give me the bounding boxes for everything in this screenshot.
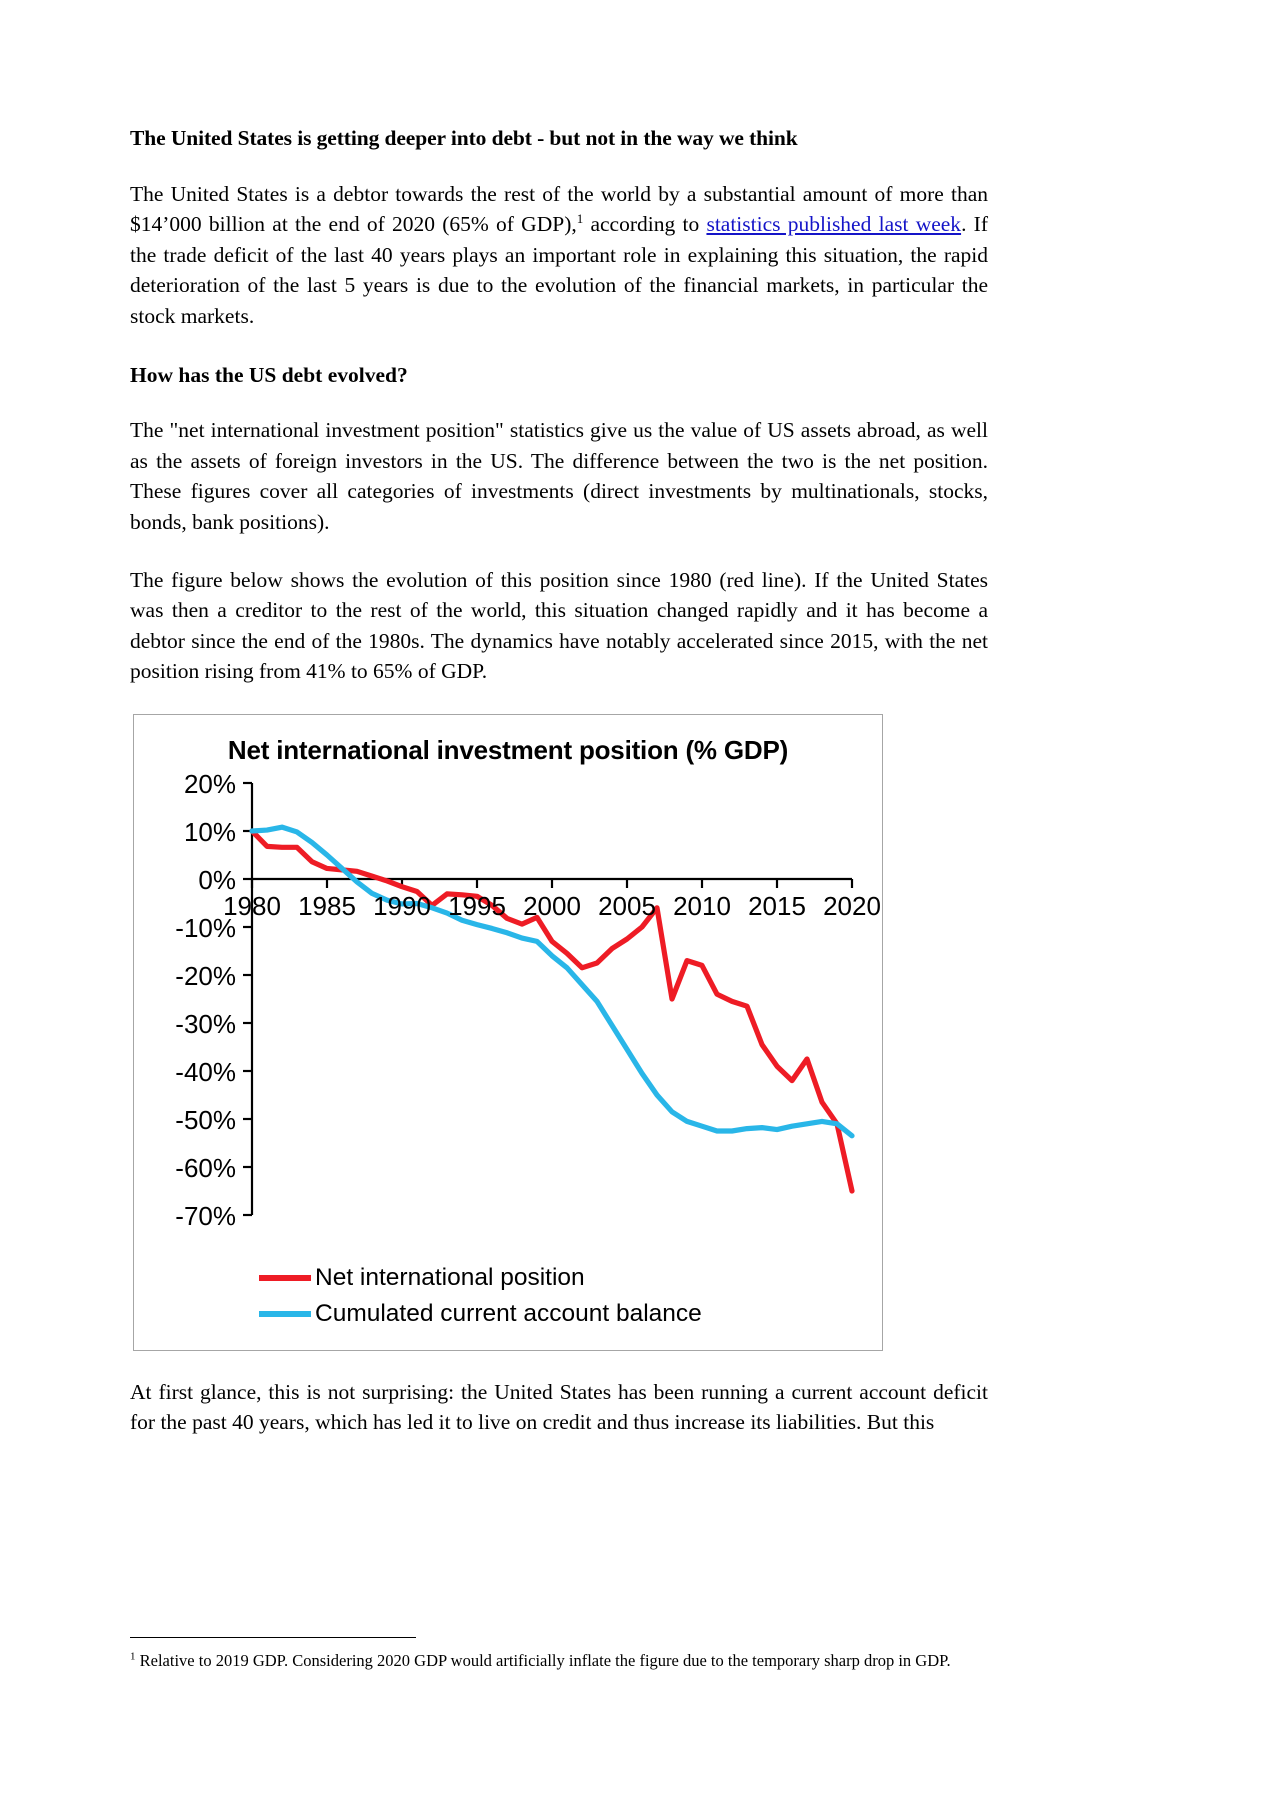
- paragraph-intro-part1: The United States is a debtor towards the rest of the world by a substantial amount of more than $14’000 billion at the end of 2020 (65% of GDP),: [130, 181, 988, 237]
- y-axis-tick-label: 10%: [183, 816, 236, 847]
- y-axis-tick-label: -70%: [175, 1200, 236, 1231]
- legend-label-cumulated-current-account-balance: Cumulated current account balance: [315, 1299, 702, 1327]
- y-axis-tick-group: [243, 783, 252, 1215]
- y-axis-tick-label: -40%: [175, 1056, 236, 1087]
- x-axis-tick-label: 2020: [823, 890, 881, 921]
- page-title: The United States is getting deeper into debt - but not in the way we think: [130, 126, 798, 150]
- paragraph-intro-part2: according to: [583, 212, 707, 237]
- legend-line-icon-red: [259, 1275, 311, 1281]
- section-heading-debt-evolution: How has the US debt evolved?: [130, 362, 408, 387]
- x-axis-tick-group: [252, 879, 852, 888]
- paragraph-conclusion: At first glance, this is not surprising: the United States has been running a current account deficit for the past 40 years, which has led it to live on credit and thus increase its liabilities. But this: [130, 1379, 988, 1435]
- x-axis-tick-label: 1995: [448, 890, 506, 921]
- figure-container: [130, 714, 988, 1351]
- legend-item-net-international-position: [259, 1260, 819, 1296]
- chart-legend: [259, 1260, 819, 1332]
- x-axis-tick-label: 1985: [298, 890, 356, 921]
- x-axis-tick-label: 1980: [223, 890, 281, 921]
- y-axis-tick-label: -50%: [175, 1104, 236, 1135]
- x-axis-tick-label: 2000: [523, 890, 581, 921]
- series-line-cumulated-current-account-balance: [252, 827, 852, 1136]
- paragraph-definition: The "net international investment position" statistics give us the value of US assets abroad, as well as the assets of foreign investors in the US. The difference between the two is the net position. These figures cover all categories of investments (direct investments by multinationals, stocks, bonds, bank positions).: [130, 418, 988, 534]
- legend-label-net-international-position: Net international position: [315, 1263, 585, 1291]
- x-axis-tick-label: 2005: [598, 890, 656, 921]
- chart-title: Net international investment position (% GDP): [227, 734, 789, 765]
- legend-line-icon-blue: [259, 1311, 311, 1317]
- y-axis-labels-group: [175, 769, 236, 1231]
- y-axis-tick-label: -20%: [175, 960, 236, 991]
- y-axis-tick-label: -30%: [175, 1008, 236, 1039]
- x-axis-labels-group: [223, 891, 881, 921]
- document-body: [130, 125, 988, 1438]
- y-axis-tick-label: -10%: [175, 912, 236, 943]
- footnote: [130, 1649, 988, 1672]
- paragraph-figure-description: The figure below shows the evolution of this position since 1980 (red line). If the United States was then a creditor to the rest of the world, this situation changed rapidly and it has become a debtor since the end of the 1980s. The dynamics have notably accelerated since 2015, with the net position rising from 41% to 65% of GDP.: [130, 567, 988, 684]
- legend-item-cumulated-current-account-balance: [259, 1296, 819, 1332]
- paragraph-intro: [130, 179, 988, 332]
- y-axis-tick-label: -60%: [175, 1152, 236, 1183]
- chart-net-international-investment-position: [133, 714, 883, 1351]
- paragraph-intro-part3: . If the trade deficit of the last 40 years plays an important role in explaining this situation, the rapid deterioration of the last 5 years is due to the evolution of the financial markets, in particular the stock markets.: [130, 212, 988, 328]
- x-axis-tick-label: 2015: [748, 890, 806, 921]
- footnote-area: [130, 1637, 988, 1672]
- footnote-text: Relative to 2019 GDP. Considering 2020 GDP would artificially inflate the figure due to the temporary sharp drop in GDP.: [135, 1651, 951, 1670]
- x-axis-tick-label: 2010: [673, 890, 731, 921]
- chart-plot-area: [134, 715, 884, 1352]
- axis-lines-group: [252, 783, 852, 1215]
- footnote-separator: [130, 1637, 416, 1638]
- x-axis-tick-label: 1990: [373, 890, 431, 921]
- y-axis-tick-label: 0%: [198, 864, 236, 895]
- y-axis-tick-label: 20%: [183, 768, 236, 799]
- footnote-number: 1: [130, 1650, 136, 1663]
- footnote-reference-marker: 1: [576, 211, 584, 227]
- statistics-link[interactable]: statistics published last week: [706, 212, 962, 237]
